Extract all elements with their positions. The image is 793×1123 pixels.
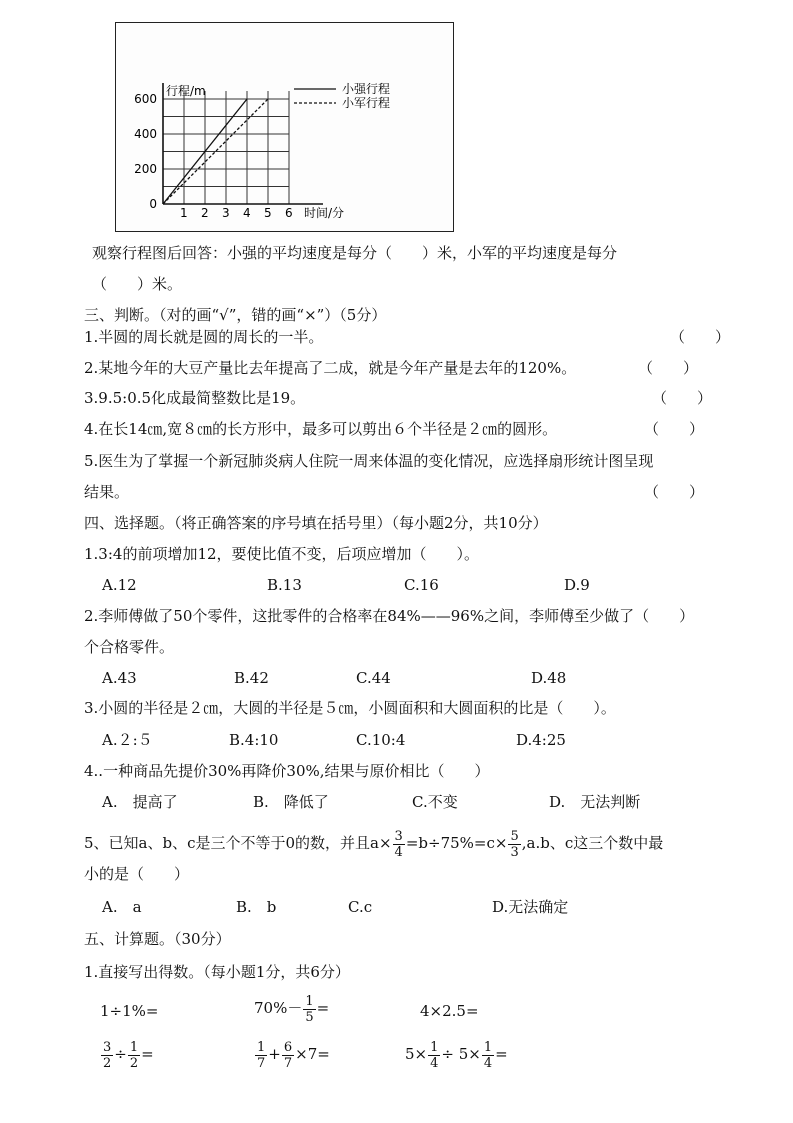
judge-answer-4[interactable]: （ ） (644, 420, 705, 438)
expr-part: = (495, 1045, 508, 1063)
choice-q3-option-a[interactable]: A.２:５ (102, 731, 153, 749)
judge-item-5-cont: 结果。 (84, 483, 130, 501)
fraction-numerator: 1 (430, 1039, 439, 1055)
expr-part: = (141, 1045, 154, 1063)
expr-fraction (282, 1040, 294, 1071)
judge-item-3: 3.9.5:0.5化成最简整数比是19。 (84, 389, 306, 407)
choice-q5-fraction-2 (508, 829, 520, 860)
choice-q5-option-d[interactable]: D.无法确定 (492, 898, 569, 916)
choice-q2-stem: 2.李师傅做了50个零件，这批零件的合格率在84%——96%之间，李师傅至少做了（ ） (84, 607, 695, 625)
expr-fraction (428, 1040, 440, 1071)
fraction-denominator: 7 (283, 1055, 293, 1071)
choice-q3-stem: 3.小圆的半径是２㎝，大圆的半径是５㎝，小圆面积和大圆面积的比是（ ）。 (84, 699, 616, 717)
fraction-denominator: 4 (430, 1055, 439, 1071)
choice-q5-option-c[interactable]: C.c (348, 898, 373, 916)
chart-x-tick-label: 4 (243, 206, 251, 220)
calc-expr-2 (254, 991, 329, 1025)
chart-x-tick-label: 6 (285, 206, 293, 220)
judge-answer-2[interactable]: （ ） (638, 359, 699, 377)
choice-q2-option-c[interactable]: C.44 (356, 669, 391, 687)
chart-y-tick-label: 0 (149, 197, 157, 211)
judge-answer-1[interactable]: （ ） (670, 328, 731, 346)
choice-q2-option-b[interactable]: B.42 (234, 669, 269, 687)
chart-question-line1: 观察行程图后回答：小强的平均速度是每分（ ）米，小军的平均速度是每分 (92, 244, 618, 262)
chart-x-tick-label: 1 (180, 206, 188, 220)
choice-q5-stem-pre: 5、已知a、b、c是三个不等于0的数，并且a× (84, 834, 392, 852)
judge-item-2: 2.某地今年的大豆产量比去年提高了二成，就是今年产量是去年的120%。 (84, 359, 577, 377)
choice-q5-stem-mid: =b÷75%=c× (405, 834, 508, 852)
judge-answer-3[interactable]: （ ） (652, 389, 713, 407)
choice-q2-cont: 个合格零件。 (84, 638, 175, 656)
fraction-denominator: 4 (394, 844, 403, 860)
choice-q4-option-a[interactable]: A. 提高了 (102, 793, 178, 811)
chart-x-tick-label: 5 (264, 206, 272, 220)
fraction-numerator: 6 (283, 1039, 293, 1055)
choice-q4-stem: 4..一种商品先提价30%再降价30%,结果与原价相比（ ） (84, 762, 490, 780)
fraction-numerator: 3 (103, 1039, 112, 1055)
choice-q4-option-c[interactable]: C.不变 (412, 793, 458, 811)
choice-q5-cont: 小的是（ ） (84, 865, 190, 883)
calc-expr-6 (405, 1037, 508, 1071)
judge-item-1: 1.半圆的周长就是圆的周长的一半。 (84, 328, 324, 346)
expr-part: ÷ (114, 1045, 127, 1063)
calc-sub1-title: 1.直接写出得数。（每小题1分，共6分） (84, 963, 350, 981)
chart-question-line2: （ ）米。 (92, 275, 183, 293)
chart-legend-label-2: 小军行程 (342, 96, 391, 110)
chart-y-tick-label: 600 (134, 92, 157, 106)
expr-part: = (316, 999, 330, 1017)
chart-x-tick-label: 3 (222, 206, 230, 220)
section3-title: 三、判断。（对的画“√”，错的画“×”）（5分） (84, 306, 387, 324)
chart-xlabel: 时间/分 (304, 206, 345, 220)
expr-fraction (303, 994, 315, 1025)
fraction-numerator: 5 (510, 828, 519, 844)
choice-q1-option-d[interactable]: D.9 (564, 576, 590, 594)
chart-x-tick-label: 2 (201, 206, 209, 220)
choice-q2-option-d[interactable]: D.48 (531, 669, 567, 687)
expr-part: ×7= (295, 1045, 330, 1063)
fraction-denominator: 4 (483, 1055, 493, 1071)
fraction-numerator: 1 (257, 1039, 266, 1055)
expr-part: + (268, 1045, 281, 1063)
choice-q1-option-c[interactable]: C.16 (404, 576, 439, 594)
fraction-denominator: 5 (305, 1009, 314, 1025)
choice-q5-stem-post: ,a.b、c这三个数中最 (521, 834, 664, 852)
judge-answer-5[interactable]: （ ） (644, 483, 705, 501)
travel-distance-chart (115, 22, 454, 232)
choice-q4-option-d[interactable]: D. 无法判断 (549, 793, 641, 811)
judge-item-4: 4.在长14㎝,宽８㎝的长方形中，最多可以剪出６个半径是２㎝的圆形。 (84, 420, 558, 438)
section4-title: 四、选择题。（将正确答案的序号填在括号里）（每小题2分，共10分） (84, 514, 548, 532)
expr-part: 5× (405, 1045, 428, 1063)
fraction-numerator: 3 (394, 828, 403, 844)
calc-expr-4 (100, 1037, 154, 1071)
choice-q5-fraction-1 (393, 829, 405, 860)
judge-item-5: 5.医生为了掌握一个新冠肺炎病人住院一周来体温的变化情况，应选择扇形统计图呈现 (84, 452, 654, 470)
fraction-numerator: 1 (129, 1039, 139, 1055)
expr-part: 70%－ (254, 999, 303, 1017)
chart-svg (116, 23, 453, 231)
chart-y-tick-label: 200 (134, 162, 157, 176)
fraction-numerator: 1 (483, 1039, 493, 1055)
expr-fraction (101, 1040, 113, 1071)
choice-q5-stem (84, 827, 663, 860)
calc-expr-3: 4×2.5= (420, 1002, 479, 1020)
expr-fraction (128, 1040, 140, 1071)
choice-q1-option-a[interactable]: A.12 (102, 576, 137, 594)
fraction-denominator: 3 (510, 844, 519, 860)
choice-q1-stem: 1.3:4的前项增加12，要使比值不变，后项应增加（ ）。 (84, 545, 480, 563)
calc-expr-1: 1÷1%= (100, 1002, 159, 1020)
chart-legend-label-1: 小强行程 (342, 82, 391, 96)
choice-q5-option-b[interactable]: B. b (236, 898, 277, 916)
expr-fraction (482, 1040, 494, 1071)
choice-q3-option-c[interactable]: C.10:4 (356, 731, 406, 749)
fraction-denominator: 2 (103, 1055, 112, 1071)
fraction-numerator: 1 (305, 993, 314, 1009)
section5-title: 五、计算题。（30分） (84, 930, 231, 948)
choice-q2-option-a[interactable]: A.43 (102, 669, 137, 687)
choice-q3-option-d[interactable]: D.4:25 (516, 731, 566, 749)
expr-part: ÷ 5× (441, 1045, 481, 1063)
fraction-denominator: 2 (129, 1055, 139, 1071)
chart-ylabel: 行程/m (166, 84, 206, 98)
choice-q1-option-b[interactable]: B.13 (267, 576, 302, 594)
choice-q3-option-b[interactable]: B.4:10 (229, 731, 279, 749)
fraction-denominator: 7 (257, 1055, 266, 1071)
calc-expr-5 (254, 1037, 330, 1071)
expr-fraction (255, 1040, 267, 1071)
choice-q5-option-a[interactable]: A. a (102, 898, 142, 916)
choice-q4-option-b[interactable]: B. 降低了 (253, 793, 329, 811)
chart-y-tick-label: 400 (134, 127, 157, 141)
